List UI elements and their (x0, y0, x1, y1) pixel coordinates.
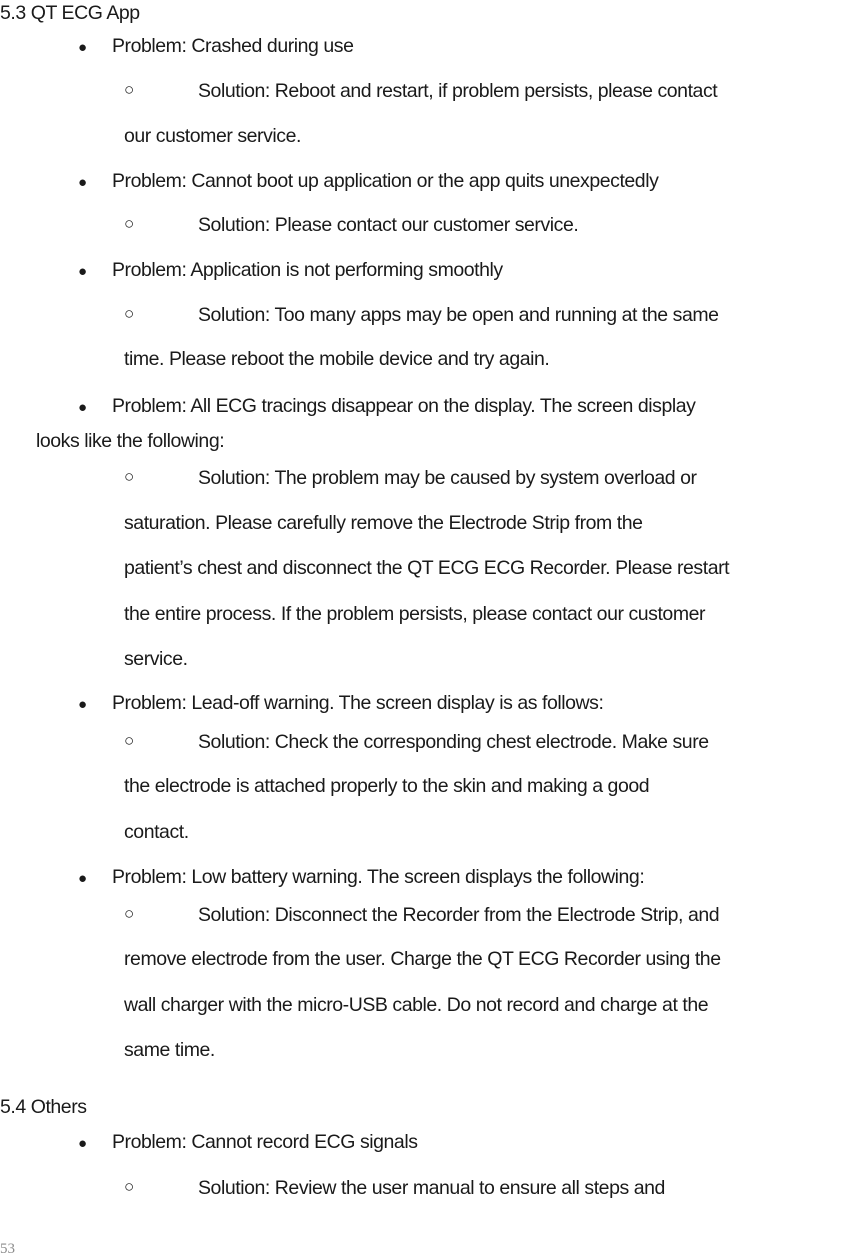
bullet-icon: ● (78, 696, 87, 713)
solution-text: Solution: Check the corresponding chest electrode. Make sure (198, 731, 709, 753)
problem-text: Problem: All ECG tracings disappear on the display. The screen display (112, 395, 696, 417)
problem-text: Problem: Crashed during use (112, 35, 354, 57)
solution-text: Solution: Reboot and restart, if problem persists, please contact (198, 80, 718, 102)
sub-bullet-icon: ○ (124, 1177, 134, 1196)
problem-text: Problem: Low battery warning. The screen displays the following: (112, 866, 645, 888)
section-heading-5-3: 5.3 QT ECG App (0, 2, 140, 24)
bullet-icon: ● (78, 870, 87, 887)
bullet-icon: ● (78, 1135, 87, 1152)
solution-text-continued: patient’s chest and disconnect the QT ECG ECG Recorder. Please restart (124, 557, 730, 579)
solution-text: Solution: Disconnect the Recorder from the Electrode Strip, and (198, 904, 720, 926)
problem-text: Problem: Cannot boot up application or the app quits unexpectedly (112, 170, 659, 192)
page-number: 53 (0, 1241, 15, 1257)
solution-text-continued: same time. (124, 1039, 215, 1061)
problem-text: Problem: Lead-off warning. The screen display is as follows: (112, 692, 604, 714)
sub-bullet-icon: ○ (124, 80, 134, 99)
solution-text-continued: service. (124, 648, 188, 670)
solution-text: Solution: Too many apps may be open and running at the same (198, 304, 719, 326)
sub-bullet-icon: ○ (124, 731, 134, 750)
bullet-icon: ● (78, 174, 87, 191)
solution-text-continued: time. Please reboot the mobile device and try again. (124, 348, 550, 370)
sub-bullet-icon: ○ (124, 904, 134, 923)
solution-text: Solution: Review the user manual to ensure all steps and (198, 1177, 665, 1199)
solution-text: Solution: Please contact our customer service. (198, 214, 579, 236)
solution-text-continued: the electrode is attached properly to the skin and making a good (124, 775, 650, 797)
section-heading-5-4: 5.4 Others (0, 1096, 87, 1118)
solution-text-continued: saturation. Please carefully remove the Electrode Strip from the (124, 512, 643, 534)
bullet-icon: ● (78, 39, 87, 56)
solution-text-continued: wall charger with the micro-USB cable. Do not record and charge at the (124, 994, 709, 1016)
problem-text: Problem: Application is not performing smoothly (112, 259, 503, 281)
solution-text-continued: contact. (124, 821, 189, 843)
solution-text-continued: our customer service. (124, 125, 301, 147)
bullet-icon: ● (78, 263, 87, 280)
sub-bullet-icon: ○ (124, 304, 134, 323)
problem-text: Problem: Cannot record ECG signals (112, 1131, 418, 1153)
sub-bullet-icon: ○ (124, 467, 134, 486)
problem-text-continued: looks like the following: (36, 430, 225, 452)
solution-text: Solution: The problem may be caused by system overload or (198, 467, 697, 489)
bullet-icon: ● (78, 399, 87, 416)
sub-bullet-icon: ○ (124, 214, 134, 233)
solution-text-continued: the entire process. If the problem persists, please contact our customer (124, 603, 706, 625)
solution-text-continued: remove electrode from the user. Charge the QT ECG Recorder using the (124, 948, 721, 970)
